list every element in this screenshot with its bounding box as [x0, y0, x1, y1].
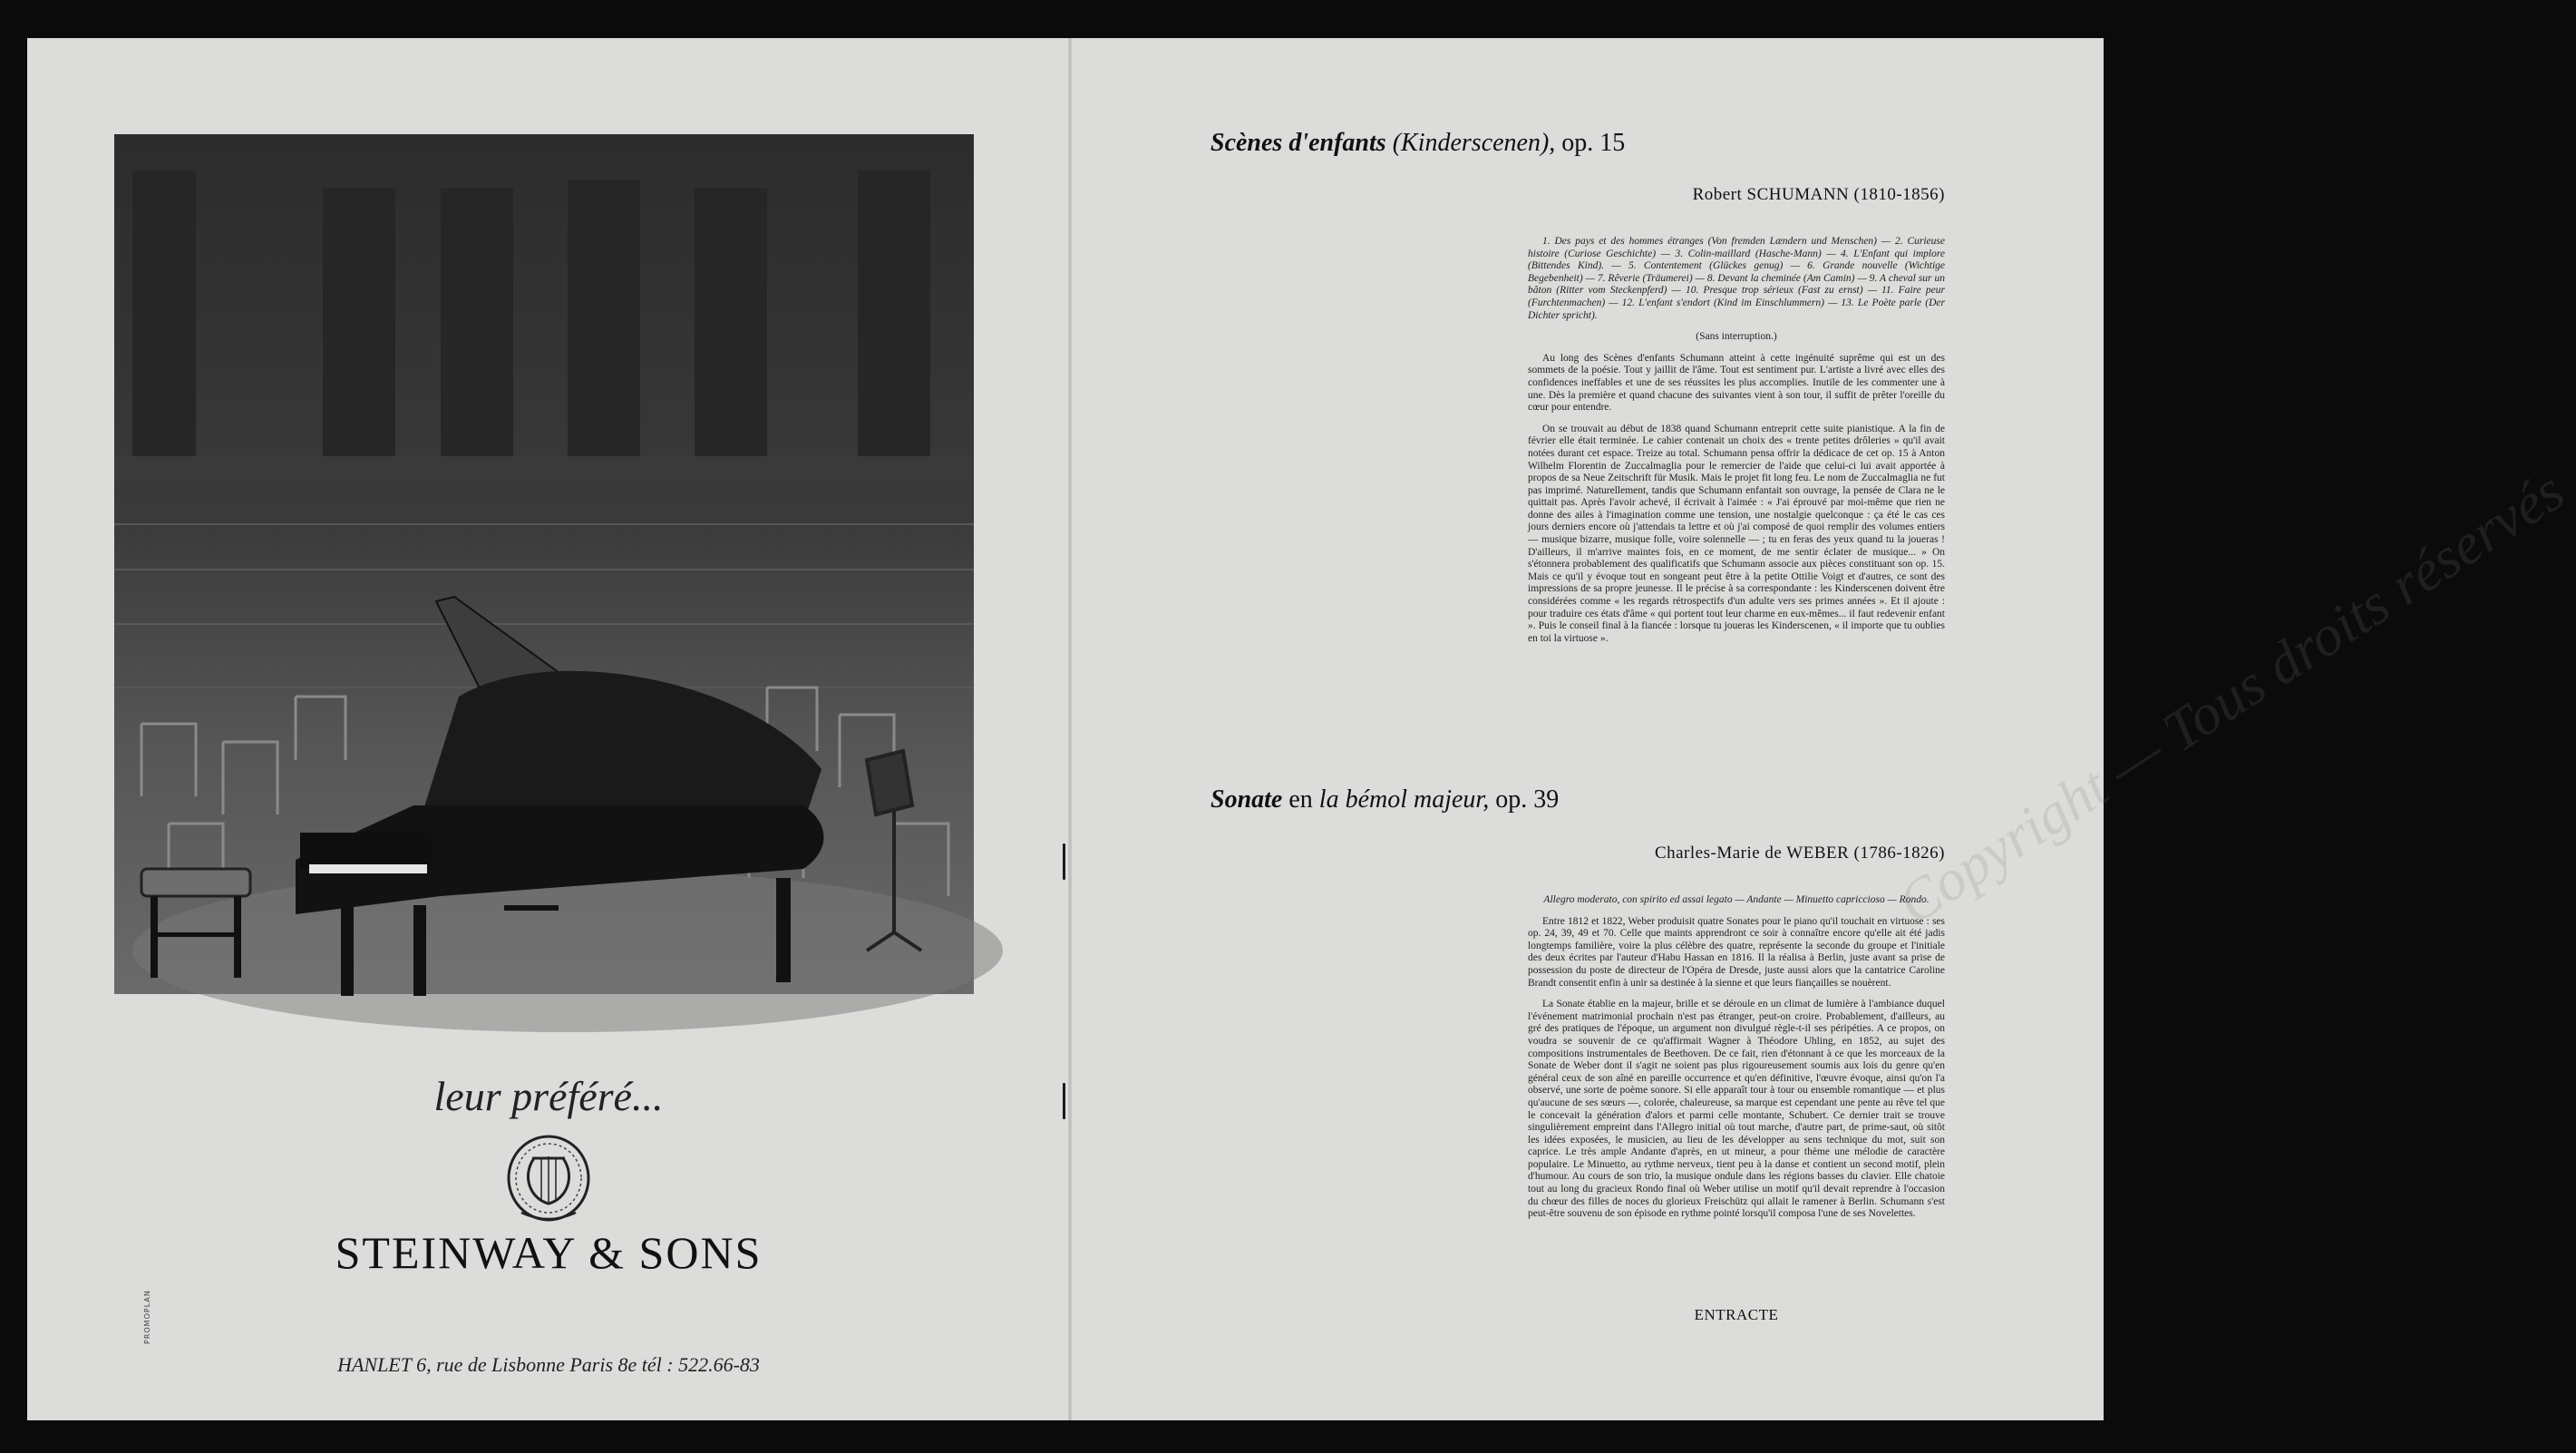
copyright-watermark: Copyright — Tous droits réservés [1886, 457, 2575, 937]
piece2-opus: op. 39 [1495, 785, 1560, 814]
piece2-title-en: en [1288, 785, 1313, 814]
piece1-paragraph-1: Au long des Scènes d'enfants Schumann atteint à cette ingénuité suprême qui est un des sommets de la poésie. Tout y jaillit de l'âme. Tout est sentiment pur. L'artiste a livré avec elles des confidences ineffables et une de ses réussites les plus accomplies. Inutile de les commenter une à une. Dès la première et quand chacune des suivantes vient à son tour, il suffit de prêter l'oreille du cœur pour entendre. [1528, 352, 1945, 414]
piece1-paragraph-2: On se trouvait au début de 1838 quand Schumann entreprit cette suite pianistique. A la fin de février elle était terminée. Le cahier contenait un choix des « trente petites drôleries » qu'il avait notées durant cet espace. Treize au total. Schumann pensa offrir la dédicace de cet op. 15 à Anton Wilhelm Florentin de Zuccalmaglia pour le remercier de l'aide que celui-ci lui avait apportée à propos de sa Neue Zeitschrift für Musik. Mais le projet fit long feu. Le nom de Zuccalmaglia ne fut pas imprimé. Naturellement, tandis que Schumann enfantait son ouvrage, la pensée de Clara ne le quittait pas. Après l'avoir achevé, il écrivait à l'aimée : « J'ai éprouvé par moi-même que rien ne donne des ailes à l'imagination comme une tension, une nostalgie quelconque : ça été le cas ces jours derniers encore où j'attendais ta lettre et où j'ai composé de quoi remplir des volumes entiers — musique bizarre, musique folle, voire solennelle — ; tu en feras des yeux quand tu la joueras ! D'ailleurs, il m'arrive maintes fois, en ce moment, de me sentir éclater de musique... » On s'étonnera probablement des qualificatifs que Schumann associe aux pièces constituant son op. 15. Mais ce qu'il y évoque tout en songeant peut être à la petite Ottilie Voigt et d'autres, ce sont des impressions de sa propre jeunesse. Il le précise à sa correspondante : les Kinderscenen doivent être considérées comme « les regards rétrospectifs d'un adulte vers ses primes années ». Et il ajoute : pour traduire ces états d'âme « qui portent tout leur charme en eux-mêmes... il faut redevenir enfant ». Puis le conseil final à la fiancée : lorsque tu joueras les Kinderscenen, « il importe que tu oublies en toi la virtuose ». [1528, 423, 1945, 644]
staple-top [1063, 844, 1065, 880]
right-page-program-notes [1070, 38, 2575, 1420]
staple-bottom [1063, 1083, 1065, 1119]
printer-mark: PROMOPLAN [143, 1290, 151, 1344]
piece2-paragraph-1: Entre 1812 et 1822, Weber produisit quatre Sonates pour le piano qu'il touchait en virtuose : ses op. 24, 39, 49 et 70. Celle que maints apprendront ce soir à connaître encore qu'elle ait été jadis longtemps familière, voire la plus célèbre des quatre, représente la seconde du groupe et l'initiale des deux écrites par l'auteur d'Habu Hassan en 1816. Il la réalisa à Berlin, juste avant sa prise de possession du poste de directeur de l'Opéra de Dresde, juste aussi alors que la cantatrice Caroline Brandt consentit enfin à unir sa destinée à la sienne et que leurs fiançailles se nouèrent. [1528, 915, 1945, 989]
piece1-interruption: (Sans interruption.) [1696, 331, 1777, 343]
piece2-composer: Charles-Marie de WEBER (1786-1826) [1654, 844, 1945, 863]
concert-hall-piano-photo [114, 134, 974, 994]
dealer-address: HANLET 6, rue de Lisbonne Paris 8e tél : 522.66-83 [337, 1353, 760, 1376]
piece1-opus: op. 15 [1561, 129, 1626, 157]
piece2-title-main: Sonate [1210, 785, 1283, 814]
booklet-spread [27, 38, 2575, 1420]
piece2-paragraph-2: La Sonate établie en la majeur, brille et se déroule en un climat de lumière à l'ambiance duquel l'événement matrimonial prochain n'est pas étranger, peut-on croire. Probablement, d'ailleurs, au gré des pratiques de l'époque, un argument non divulgué règle-t-il ses péripéties. A ce propos, on voudra se souvenir de ce qu'affirmait Wagner à Théodore Uhling, en 1852, au sujet des compositions instrumentales de Beethoven. De ce fait, rien d'étonnant à ce que les morceaux de la Sonate de Weber dont il s'agit ne soient pas plus rigoureusement soumis aux lois du genre qu'en général ceux de son aîné en pareille occurrence et qu'en définitive, l'œuvre évoque, ainsi qu'on l'a observé, une sorte de poème sonore. Si elle apparaît tour à tour ou ensemble romantique — et plus qu'aucune de ses sœurs —, colorée, chaleureuse, sa marque est cependant une pente au rêve tel que le concevait la génération d'alors et parmi celle montante, Schubert. Ce dernier trait se trouve singulièrement empreint dans l'Allegro initial où tout marche, d'autre part, de prime-saut, où sitôt les idées exposées, le musicien, au lieu de les développer au sens technique du mot, suit son caprice. Le très ample Andante d'après, en ut mineur, a pour thème une mélodie de caractère populaire. Le Minuetto, au rythme nerveux, tient peu à la danse et contient un second motif, plein d'humour. Au cours de son trio, la musique ondule dans les régions basses du clavier. Elle chatoie tout au long du gracieux Rondo final où Weber utilise un motif qu'il devait reprendre à l'occasion du chœur des filles de noces du glorieux Freischütz qui allait le ramener à Berlin. Schumann s'est peut-être souvenu de son épisode en rythme pointé lorsqu'il composa l'une de ses Novelettes. [1528, 999, 1945, 1220]
left-page-advertisement [27, 38, 1070, 1420]
entracte-label: ENTRACTE [1694, 1306, 1779, 1323]
ad-slogan: leur préféré... [433, 1073, 664, 1119]
piece1-composer: Robert SCHUMANN (1810-1856) [1692, 185, 1945, 204]
piece1-title [1210, 129, 1625, 158]
piece2-tempo: Allegro moderato, con spirito ed assai legato — Andante — Minuetto capriccioso — Rondo. [1543, 894, 1930, 905]
steinway-lyre-logo [494, 1131, 603, 1231]
piece1-movements: 1. Des pays et des hommes étranges (Von fremden Lændern und Menschen) — 2. Curieuse histoire (Curiose Geschichte) — 3. Colin-maillard (Hasche-Mann) — 4. L'Enfant qui implore (Bittendes Kind). — 5. Contentement (Glückes genug) — 6. Grande nouvelle (Wichtige Begebenheit) — 7. Rêverie (Träumerei) — 8. Devant la cheminée (Am Camin) — 9. A cheval sur un bâton (Ritter vom Steckenpferd) — 10. Presque trop sérieux (Fast zu ernst) — 11. Faire peur (Furchtenmachen) — 12. L'enfant s'endort (Kind im Einschlummern) — 13. Le Poète parle (Der Dichter spricht). [1528, 236, 1945, 321]
piece1-title-german: (Kinderscenen), [1392, 129, 1556, 157]
piece2-key: la bémol majeur, [1318, 785, 1490, 814]
piece2-notes [1528, 894, 1945, 1230]
piece1-notes [1528, 236, 1945, 654]
piece1-title-main: Scènes d'enfants [1210, 129, 1386, 157]
piece2-title [1210, 785, 1559, 814]
steinway-brand-name: STEINWAY & SONS [335, 1227, 763, 1278]
